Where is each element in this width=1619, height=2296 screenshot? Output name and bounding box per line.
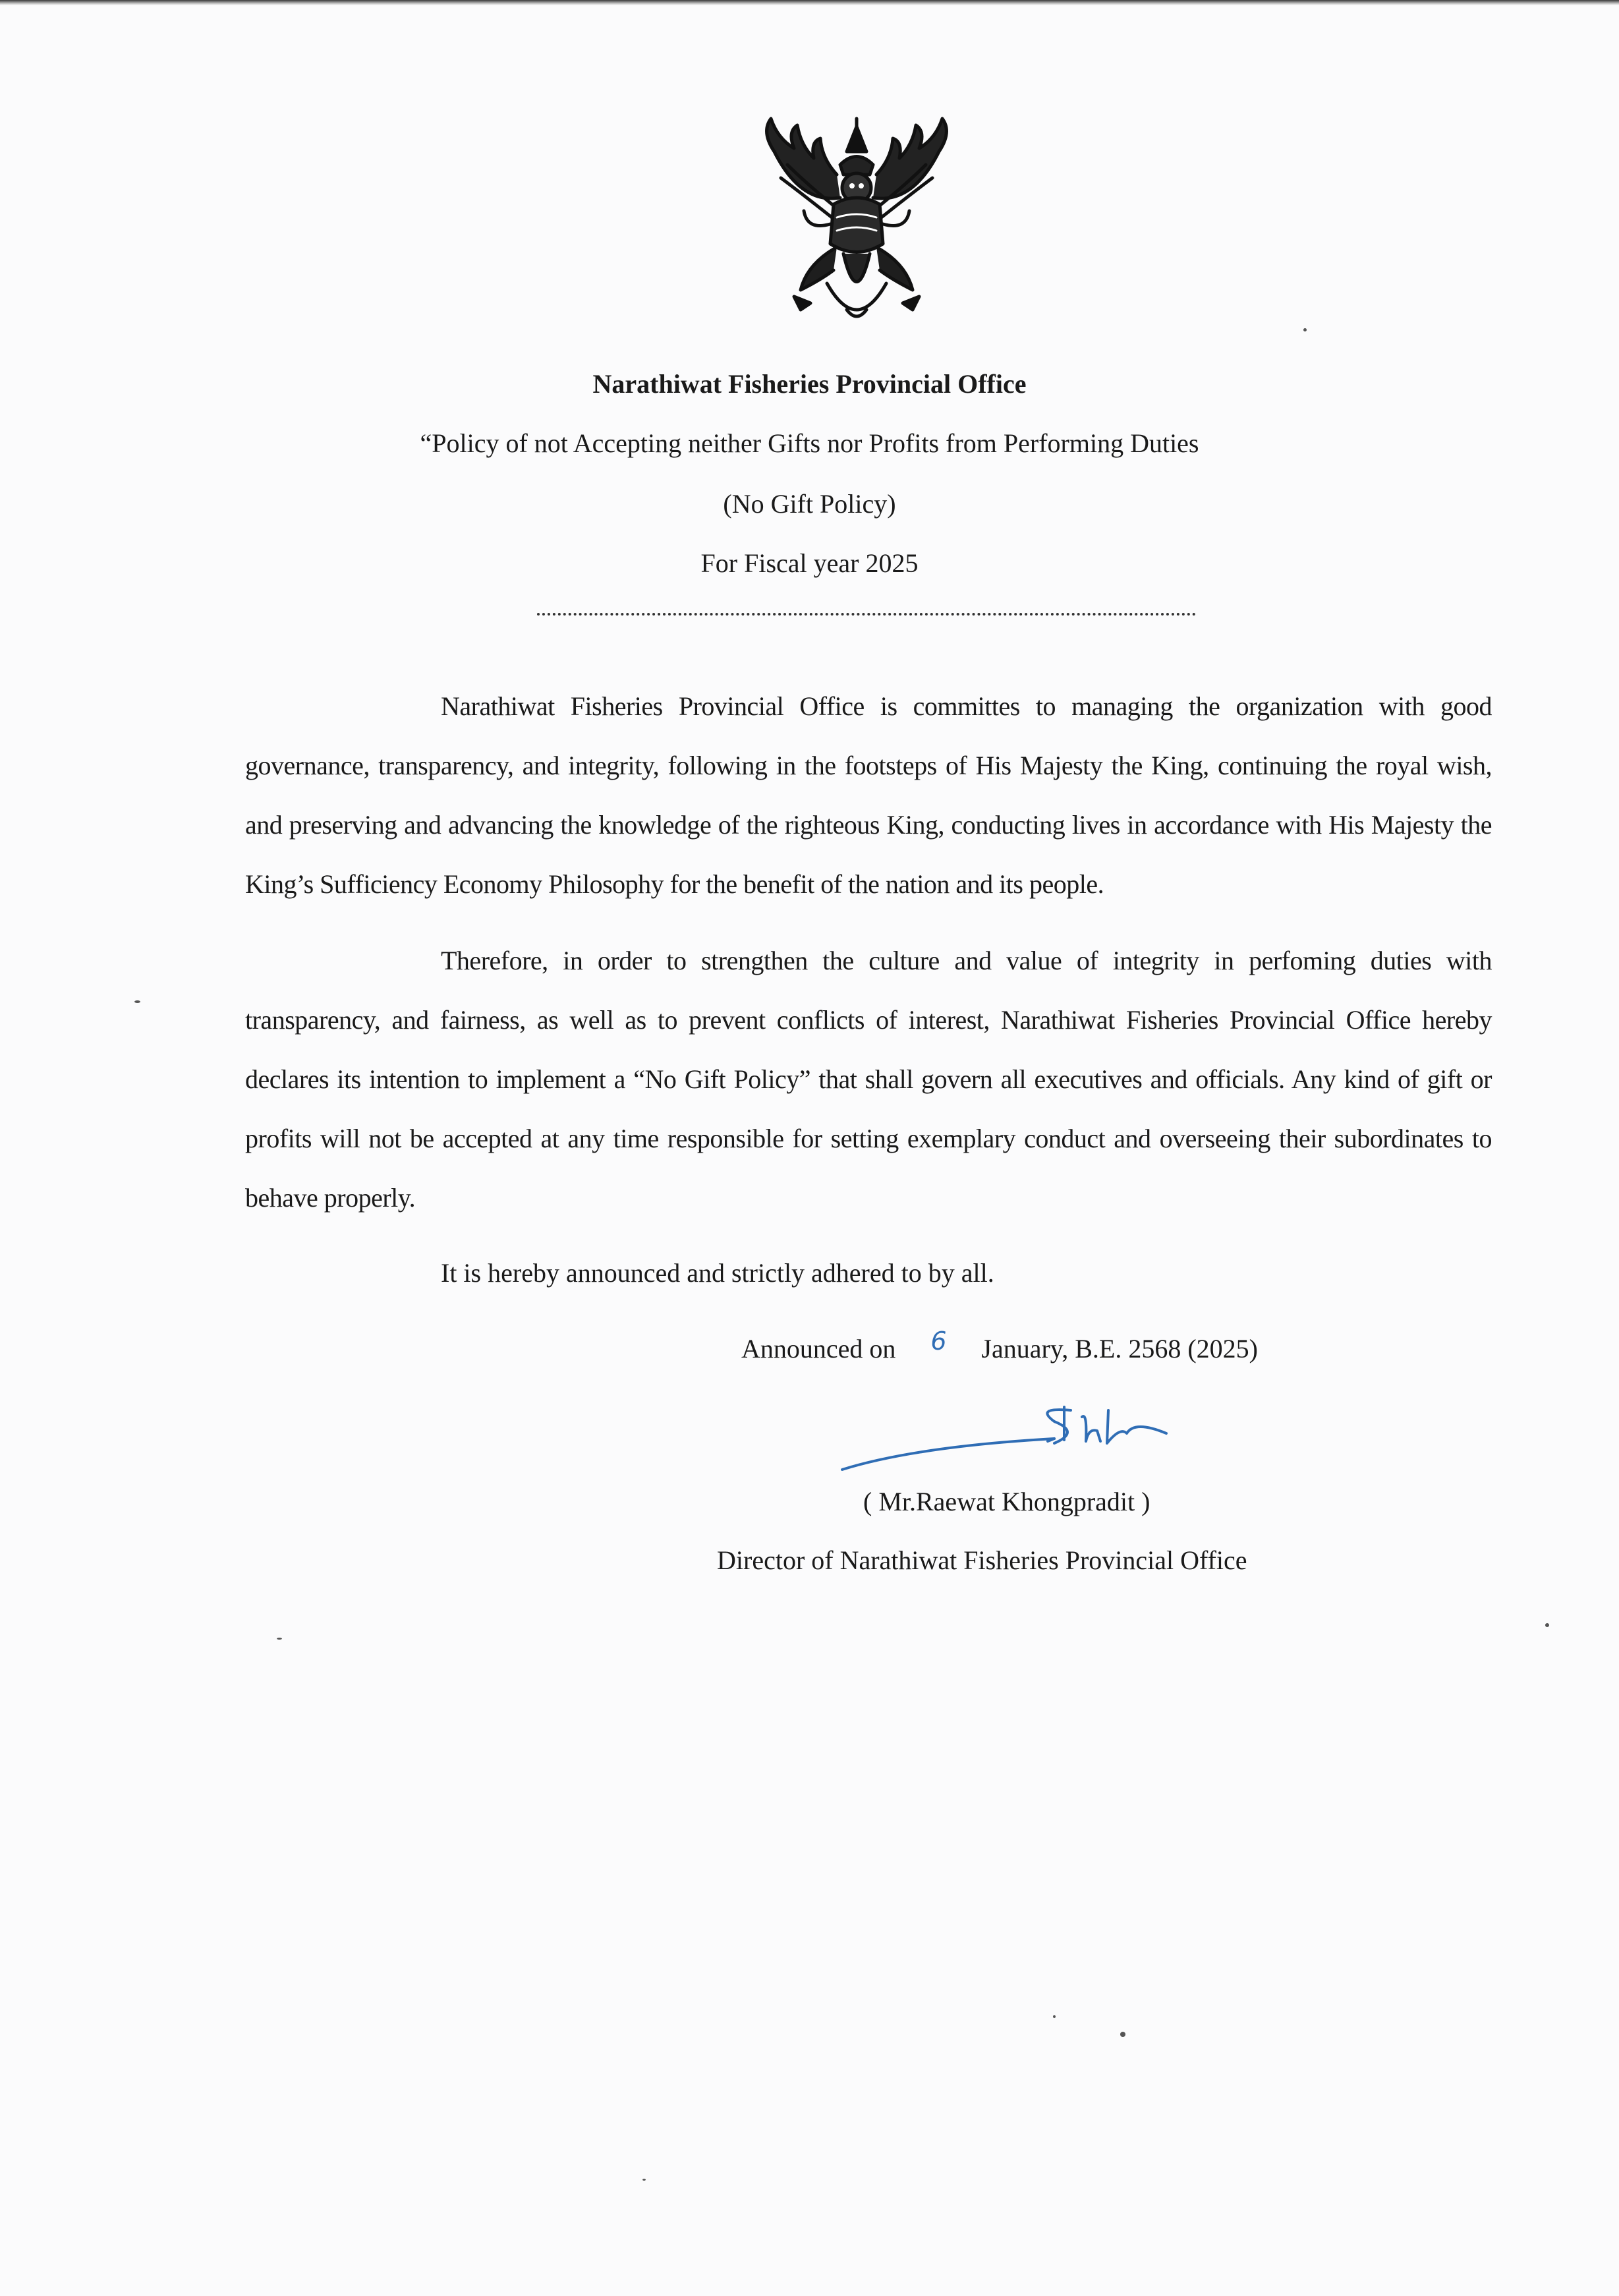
scan-speck: [277, 1638, 282, 1640]
scan-edge: [0, 0, 1619, 5]
body-paragraph-1: Narathiwat Fisheries Provincial Office is committes to managing the organization with good governance, transparency, and integrity, following in the footsteps of His Majesty the King, continuing the royal wish, and preserving and advancing the knowledge of the righteous King, conducting lives in accordance with His Majesty the King’s Sufficiency Economy Philosophy for the benefit of the nation and its people.: [245, 691, 1492, 899]
scan-speck: [1053, 2015, 1056, 2018]
signatory-position: Director of Narathiwat Fisheries Provincial Office: [717, 1545, 1247, 1575]
announcement-date: January, B.E. 2568 (2025): [981, 1334, 1258, 1363]
garuda-emblem-icon: [748, 112, 965, 336]
announcement-day: 6: [930, 1327, 947, 1356]
announcement-prefix: Announced on: [741, 1334, 896, 1363]
announcement-line: [741, 1327, 1258, 1365]
signatory-name: ( Mr.Raewat Khongpradit ): [863, 1487, 1150, 1516]
closing-statement: It is hereby announced and strictly adhered to by all.: [441, 1258, 994, 1288]
handwritten-signature: [837, 1381, 1179, 1479]
scan-speck: [1303, 328, 1307, 331]
scan-speck: [1545, 1623, 1549, 1627]
dotted-divider: [537, 613, 1196, 616]
scan-speck: [642, 2179, 646, 2181]
scan-speck: [1120, 2032, 1125, 2037]
organization-title: Narathiwat Fisheries Provincial Office: [592, 369, 1027, 399]
body-paragraph-2: Therefore, in order to strengthen the culture and value of integrity in perfoming duties with transparency, and fairness, as well as to prevent conflicts of interest, Narathiwat Fisheries Provincial Office hereby declares its intention to implement a “No Gift Policy” that shall govern all executives and officials. Any kind of gift or profits will not be accepted at any time responsible for setting exemplary conduct and overseeing their subordinates to behave properly.: [245, 946, 1492, 1213]
policy-subtitle: (No Gift Policy): [723, 489, 896, 519]
scan-speck: [134, 1000, 140, 1003]
fiscal-year: For Fiscal year 2025: [700, 548, 919, 578]
policy-title: “Policy of not Accepting neither Gifts nor Profits from Performing Duties: [420, 428, 1199, 458]
